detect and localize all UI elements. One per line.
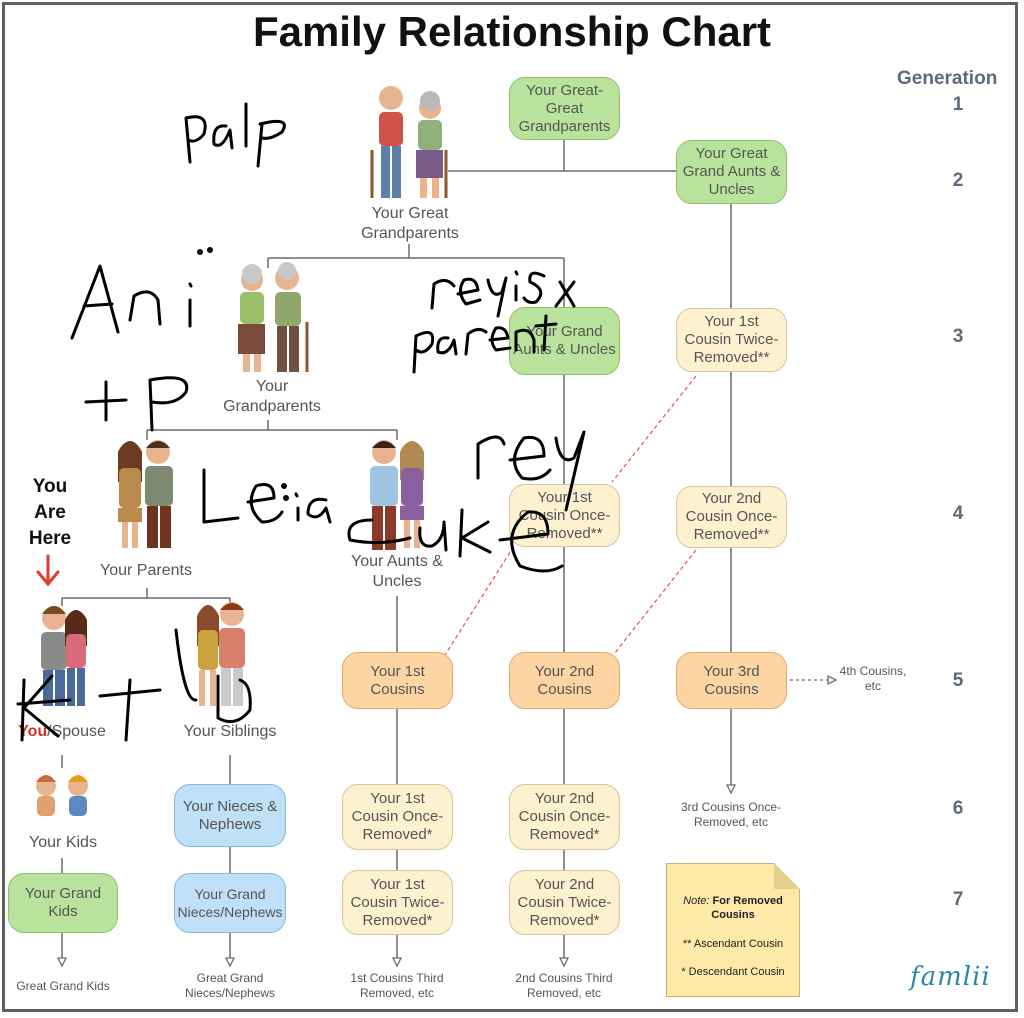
box-second-cousin-once-removed-descendant: Your 2nd Cousin Once-Removed* [509, 784, 620, 850]
box-grand-nieces-nephews: Your Grand Nieces/Nephews [174, 873, 286, 933]
handwriting-leia [204, 470, 330, 522]
box-second-cousins: Your 2nd Cousins [509, 652, 620, 709]
label-parents: Your Parents [100, 562, 192, 579]
chart-title: Family Relationship Chart [252, 8, 772, 55]
box-second-cousin-twice-removed-descendant: Your 2nd Cousin Twice-Removed* [509, 870, 620, 935]
label-second-cousins-third-removed: 2nd Cousins Third Removed, etc [515, 971, 613, 1000]
generation-number-5: 5 [952, 670, 964, 691]
box-first-cousin-twice-removed-descendant: Your 1st Cousin Twice-Removed* [342, 870, 453, 935]
you-are-here-label: You Are Here [28, 476, 72, 549]
label-spouse: /Spouse [47, 723, 106, 740]
label-grandparents: Your Grandparents [223, 378, 321, 415]
generation-number-4: 4 [952, 503, 964, 524]
box-first-cousin-once-removed-descendant: Your 1st Cousin Once-Removed* [342, 784, 453, 850]
handwriting-luke [349, 510, 562, 571]
label-great-grand-kids: Great Grand Kids [16, 979, 110, 993]
box-nieces-nephews: Your Nieces & Nephews [174, 784, 286, 847]
handwriting-ani [72, 266, 191, 430]
generation-number-2: 2 [952, 170, 964, 191]
box-grand-kids: Your Grand Kids [8, 873, 118, 933]
label-kids: Your Kids [29, 834, 97, 851]
handwriting-reys-parents [414, 272, 574, 372]
note-heading: For Removed Cousins [711, 895, 783, 921]
box-first-cousin-once-removed-ascendant: Your 1st Cousin Once-Removed** [509, 484, 620, 547]
handwriting-rey [478, 432, 584, 510]
box-great-great-grandparents: Your Great-Great Grandparents [509, 77, 620, 140]
generation-number-1: 1 [952, 94, 964, 115]
label-great-grand-nieces-nephews: Great Grand Nieces/Nephews [184, 971, 276, 1000]
note-ascendant: ** Ascendant Cousin [682, 938, 784, 950]
label-fourth-cousins: 4th Cousins, etc [839, 664, 907, 693]
label-first-cousins-third-removed: 1st Cousins Third Removed, etc [350, 971, 444, 1000]
label-you: You [18, 723, 48, 740]
note-descendant: * Descendant Cousin [681, 966, 785, 978]
famlii-logo: famlii [910, 962, 991, 992]
generation-header: Generation [897, 68, 998, 89]
box-great-grand-aunts-uncles: Your Great Grand Aunts & Uncles [676, 140, 787, 204]
box-first-cousins: Your 1st Cousins [342, 652, 453, 709]
label-third-cousins-once-removed: 3rd Cousins Once-Removed, etc [680, 800, 782, 829]
box-grand-aunts-uncles: Your Grand Aunts & Uncles [509, 307, 620, 375]
box-second-cousin-once-removed-ascendant: Your 2nd Cousin Once-Removed** [676, 486, 787, 548]
generation-number-6: 6 [952, 798, 964, 819]
handwriting-palp [186, 104, 284, 166]
label-great-grandparents: Your Great Grandparents [361, 205, 459, 242]
note-prefix: Note: [683, 895, 710, 907]
box-first-cousin-twice-removed-ascendant: Your 1st Cousin Twice-Removed** [676, 308, 787, 372]
handwriting-kylo [18, 630, 250, 740]
box-third-cousins: Your 3rd Cousins [676, 652, 787, 709]
generation-number-7: 7 [952, 889, 964, 910]
label-aunts-uncles: Your Aunts & Uncles [351, 553, 443, 590]
generation-number-3: 3 [952, 326, 964, 347]
label-siblings: Your Siblings [183, 723, 277, 740]
